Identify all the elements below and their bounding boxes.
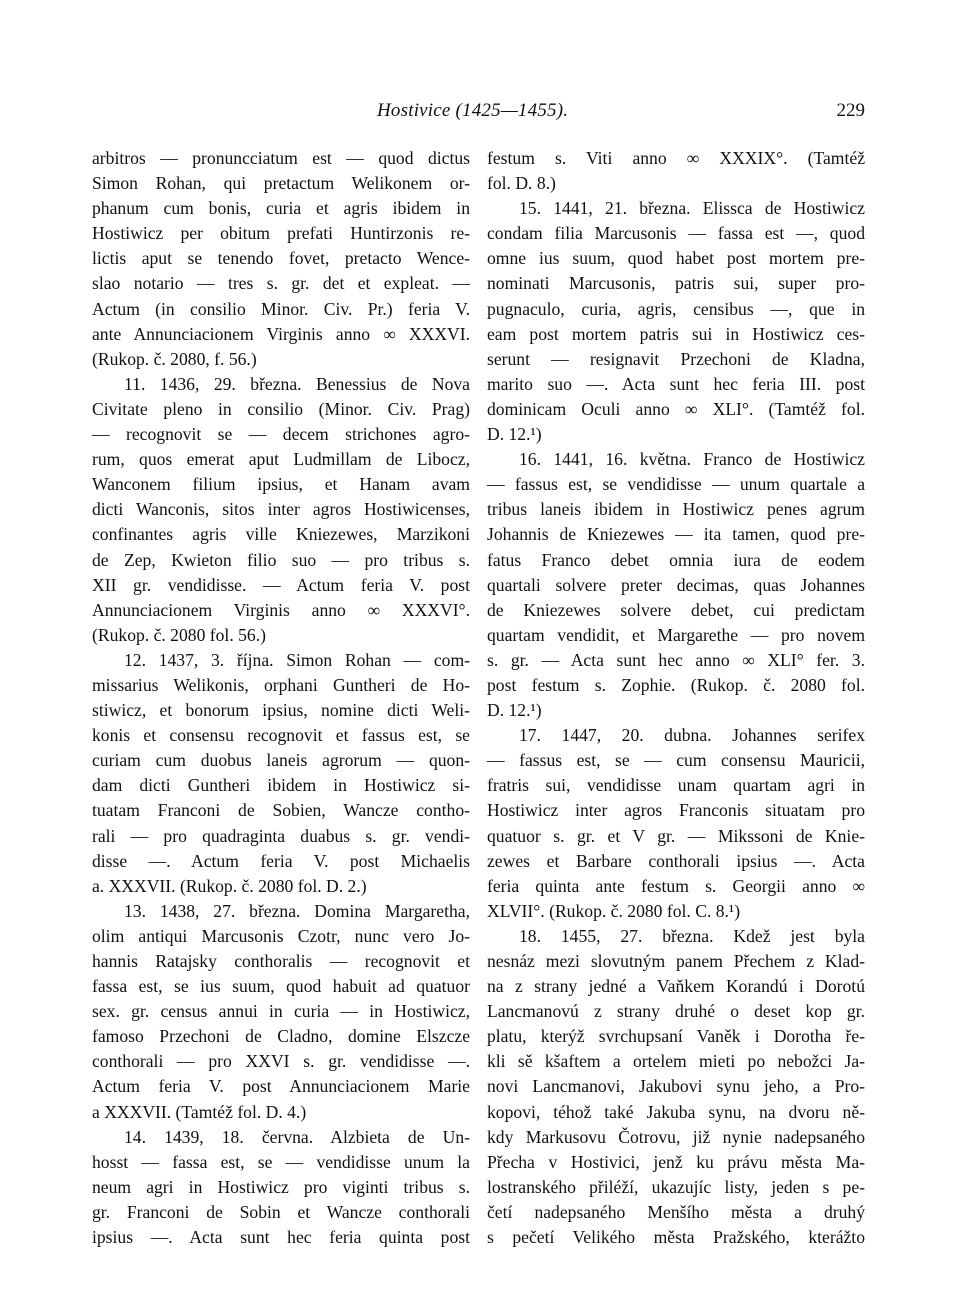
text-line: zewes et Barbare conthorali ipsius —. Acta bbox=[487, 850, 865, 871]
text-line: XII gr. vendidisse. — Actum feria V. post bbox=[92, 574, 470, 595]
text-line: neum agri in Hostiwicz pro viginti tribus s. bbox=[92, 1176, 470, 1197]
text-line: dominicam Oculi anno ∞ XLI°. (Tamtéž fol. bbox=[487, 398, 865, 419]
text-line: novi Lancmanovi, Jakubovi synu jeho, a Pro- bbox=[487, 1076, 865, 1097]
text-line: disse —. Actum feria V. post Michaelis bbox=[92, 850, 470, 871]
text-line: a XXXVII. (Tamtéž fol. D. 4.) bbox=[92, 1101, 307, 1122]
text-line: na z strany jedné a Vaňkem Korandú i Dorotú bbox=[487, 976, 865, 997]
text-line: gr. Franconi de Sobin et Wancze conthorali bbox=[92, 1201, 470, 1222]
text-line: D. 12.¹) bbox=[487, 700, 542, 721]
text-line: serunt — resignavit Przechoni de Kladna, bbox=[487, 348, 865, 369]
text-line: 16. 1441, 16. května. Franco de Hostiwicz bbox=[519, 449, 865, 470]
text-line: — fassus est, se vendidisse — unum quartale a bbox=[487, 474, 865, 495]
text-line: nesnáz mezi slovutným panem Přechem z Klad- bbox=[487, 951, 865, 971]
text-line: hosst — fassa est, se — vendidisse unum la bbox=[92, 1151, 470, 1172]
text-line: marito suo —. Acta sunt hec feria III. post bbox=[487, 373, 865, 394]
text-line: omne ius suum, quod habet post mortem pre- bbox=[487, 248, 865, 269]
text-line: XLVII°. (Rukop. č. 2080 fol. C. 8.¹) bbox=[487, 900, 741, 921]
right-text-column bbox=[487, 146, 865, 1250]
page-number: 229 bbox=[836, 100, 865, 121]
text-line: s. gr. — Acta sunt hec anno ∞ XLI° fer. 3. bbox=[487, 649, 865, 670]
text-line: quartali solvere preter decimas, quas Johannes bbox=[487, 574, 865, 595]
text-line: Simon Rohan, qui pretactum Welikonem or- bbox=[92, 173, 470, 194]
text-line: D. 12.¹) bbox=[487, 424, 542, 445]
text-line: dicti Wanconis, sitos inter agros Hostiwicenses, bbox=[92, 499, 470, 520]
text-line: Lancmanovú z strany druhé o deset kop gr. bbox=[487, 1001, 865, 1022]
text-line: rum, quos emerat aput Ludmillam de Libocz, bbox=[92, 449, 470, 470]
text-line: missarius Welikonis, orphani Guntheri de Ho- bbox=[92, 674, 470, 695]
text-line: eam post mortem patris sui in Hostiwicz ces- bbox=[487, 323, 865, 344]
text-line: konis et consensu recognovit et fassus est, se bbox=[92, 725, 470, 746]
text-line: Actum (in consilio Minor. Civ. Pr.) feria V. bbox=[92, 298, 470, 319]
text-line: Actum feria V. post Annunciacionem Marie bbox=[92, 1076, 470, 1097]
text-line: famoso Przechoni de Cladno, domine Elszcze bbox=[92, 1026, 470, 1047]
text-line: fassa est, se ius suum, quod habuit ad quatuor bbox=[92, 976, 470, 997]
text-line: de Kniezewes solvere debet, cui predictam bbox=[487, 599, 865, 620]
text-line: 17. 1447, 20. dubna. Johannes serifex bbox=[519, 725, 865, 746]
text-line: slao notario — tres s. gr. det et expleat. — bbox=[92, 273, 470, 294]
text-line: kdy Markusovu Čotrovu, již nynie nadepsaného bbox=[487, 1126, 865, 1147]
text-line: condam filia Marcusonis — fassa est —, quod bbox=[487, 223, 865, 244]
text-line: nominati Marcusonis, patris sui, super pro- bbox=[487, 273, 865, 294]
text-line: Johannis de Kniezewes — ita tamen, quod pre- bbox=[487, 524, 865, 545]
text-line: olim antiqui Marcusonis Czotr, nunc vero Jo- bbox=[92, 925, 470, 946]
text-line: (Rukop. č. 2080 fol. 56.) bbox=[92, 624, 266, 645]
text-line: quatuor s. gr. et V gr. — Mikssoni de Knie- bbox=[487, 825, 865, 846]
text-line: Přecha v Hostivici, jenž ku právu města Ma- bbox=[487, 1151, 865, 1172]
text-line: Hostiwicz inter agros Franconis situatam pro bbox=[487, 800, 865, 821]
text-line: sex. gr. census annui in curia — in Hostiwicz, bbox=[92, 1001, 470, 1022]
text-line: — recognovit se — decem strichones agro- bbox=[92, 424, 470, 445]
text-line: kopovi, téhož také Jakuba synu, na dvoru ně- bbox=[487, 1101, 865, 1122]
text-line: post festum s. Zophie. (Rukop. č. 2080 fol. bbox=[487, 674, 865, 695]
text-line: confinantes agris ville Kniezewes, Marzikoni bbox=[92, 524, 470, 545]
text-line: lostranského přiléží, ukazujíc listy, jeden s pe- bbox=[487, 1176, 865, 1197]
text-line: platu, kterýž svrchupsaní Vaněk i Dorotha ře- bbox=[487, 1026, 865, 1047]
text-line: fol. D. 8.) bbox=[487, 173, 556, 194]
text-line: 12. 1437, 3. října. Simon Rohan — com- bbox=[124, 649, 470, 670]
text-line: 14. 1439, 18. června. Alzbieta de Un- bbox=[124, 1126, 470, 1147]
text-line: a. XXXVII. (Rukop. č. 2080 fol. D. 2.) bbox=[92, 875, 367, 896]
text-line: ante Annunciacionem Virginis anno ∞ XXXVI. bbox=[92, 323, 470, 344]
text-line: arbitros — pronuncciatum est — quod dictus bbox=[92, 148, 470, 168]
text-line: četí nadepsaného Menšího města a druhý bbox=[487, 1201, 865, 1222]
text-line: kli sě kšaftem a ortelem mieti po nebožci Ja- bbox=[487, 1051, 865, 1072]
text-line: feria quinta ante festum s. Georgii anno ∞ bbox=[487, 875, 865, 896]
text-line: Wanconem filium ipsius, et Hanam avam bbox=[92, 474, 470, 495]
text-line: 13. 1438, 27. března. Domina Margaretha, bbox=[124, 900, 470, 921]
text-line: s pečetí Velikého města Pražského, kterážto bbox=[487, 1227, 865, 1248]
text-line: stiwicz, et bonorum ipsius, nomine dicti Weli- bbox=[92, 700, 470, 721]
text-line: fatus Franco debet omnia iura de eodem bbox=[487, 549, 865, 570]
text-line: tribus laneis ibidem in Hostiwicz penes agrum bbox=[487, 499, 865, 520]
text-line: rali — pro quadraginta duabus s. gr. vendi- bbox=[92, 825, 470, 846]
text-line: 11. 1436, 29. března. Benessius de Nova bbox=[124, 373, 470, 394]
text-line: de Zep, Kwieton filio suo — pro tribus s. bbox=[92, 549, 470, 570]
text-line: — fassus est, se — cum consensu Mauricii, bbox=[487, 750, 865, 771]
text-line: Annunciacionem Virginis anno ∞ XXXVI°. bbox=[92, 599, 470, 620]
text-line: Civitate pleno in consilio (Minor. Civ. Prag) bbox=[92, 398, 470, 419]
text-line: tuatam Franconi de Sobien, Wancze contho- bbox=[92, 800, 470, 821]
text-line: ipsius —. Acta sunt hec feria quinta post bbox=[92, 1227, 470, 1248]
text-line: conthorali — pro XXVI s. gr. vendidisse —. bbox=[92, 1051, 470, 1072]
text-line: lictis aput se tenendo fovet, pretacto Wence- bbox=[92, 248, 470, 269]
text-line: quartam vendidit, et Margarethe — pro novem bbox=[487, 624, 865, 645]
text-line: 18. 1455, 27. března. Kdež jest byla bbox=[519, 925, 865, 946]
text-line: fratris sui, vendidisse unam quartam agri in bbox=[487, 775, 865, 796]
text-line: hannis Ratajsky conthoralis — recognovit et bbox=[92, 951, 470, 971]
text-line: curiam cum duobus laneis agrorum — quon- bbox=[92, 750, 470, 771]
text-line: (Rukop. č. 2080, f. 56.) bbox=[92, 348, 257, 369]
text-line: 15. 1441, 21. března. Elissca de Hostiwicz bbox=[519, 198, 865, 219]
text-line: festum s. Viti anno ∞ XXXIX°. (Tamtéž bbox=[487, 148, 865, 168]
running-title: Hostivice (1425—1455). bbox=[377, 100, 569, 121]
text-line: phanum cum bonis, curia et agris ibidem in bbox=[92, 198, 470, 219]
page-header bbox=[92, 100, 865, 130]
left-text-column bbox=[92, 146, 470, 1250]
text-line: pugnaculo, curia, agris, censibus —, que in bbox=[487, 298, 865, 319]
text-line: dam dicti Guntheri ibidem in Hostiwicz si- bbox=[92, 775, 470, 796]
text-line: Hostiwicz per obitum prefati Huntirzonis re- bbox=[92, 223, 470, 244]
